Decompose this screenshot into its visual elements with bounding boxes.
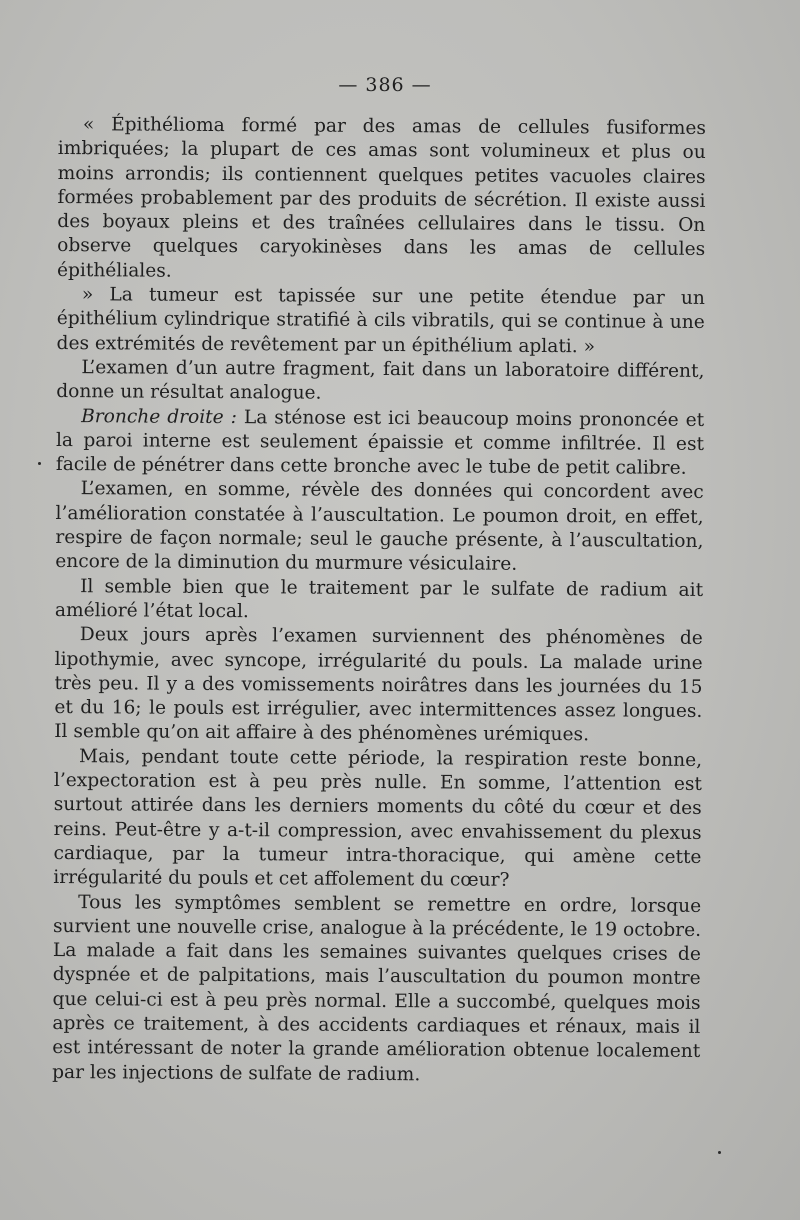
paragraph-second-fragment: L’examen d’un autre fragment, fait dans un laboratoire différent, donne un résultat analogue. <box>56 357 705 404</box>
paragraph-outcome: Tous les symptômes semblent se remettre en ordre, lorsque survient une nouvelle crise, analogue à la précédente, le 19 octobre. La malade a fait dans les semaines suivantes quelques crises de dyspnée et de palpitations, mais l’auscultation du poumon montre que celui-ci est à peu près normal. Elle a succombé, quelques mois après ce traitement, à des accidents cardiaques et rénaux, mais il est intéressant de noter la grande amélioration obtenue localement par les injections de sulfate de radium. <box>52 891 702 1085</box>
paper-speck <box>38 462 41 465</box>
paragraph-histology-quote: « Épithélioma formé par des amas de cellules fusiformes imbriquées; la plupart de ces amas sont volumineux et plus ou moins arrondis; ils contiennent quelques petites vacuoles claires formées probablement par des produits de sécrétion. Il existe aussi des boyaux pleins et des traînées cellulaires dans le tissu. On observe quelques caryokinèses dans les amas de cellules épithéliales. <box>56 114 706 282</box>
paragraph-examination-summary: L’examen, en somme, révèle des données qui concordent avec l’amélioration constatée à l’auscultation. Le poumon droit, en effet, respire de façon normale; seul le gauche présente, à l’auscultation, encore de la diminution du murmure vésiculaire. <box>55 478 704 576</box>
body-text <box>52 113 706 1089</box>
paragraph-uremic-phenomena: Deux jours après l’examen surviennent des phénomènes de lipothymie, avec syncope, irrégularité du pouls. La malade urine très peu. Il y a des vomissements noirâtres dans les journées du 15 et du 16; le pouls est irrégulier, avec intermittences assez longues. Il semble qu’on ait affaire à des phénomènes urémiques. <box>54 624 703 746</box>
paragraph-right-bronchus <box>56 405 704 482</box>
paragraph-radium-treatment: Il semble bien que le traitement par le sulfate de radium ait amélioré l’état local. <box>54 575 704 623</box>
paper-speck <box>718 1151 721 1154</box>
right-bronchus-lead: Bronche droite : <box>81 405 237 428</box>
paragraph-tumor-lining: » La tumeur est tapissée sur une petite étendue par un épithélium cylindrique stratifié à cils vibratils, qui se continue à une des extrémités de revêtement par un épithélium aplati. » <box>56 284 705 357</box>
paragraph-respiration: Mais, pendant toute cette période, la respiration reste bonne, l’expectoration est à peu près nulle. En somme, l’attention est surtout attirée dans les derniers moments du côté du cœur et des reins. Peut-être y a-t-il compression, avec envahissement du plexus cardiaque, par la tumeur intra-thoracique, qui amène cette irrégularité du pouls et cet affolement du cœur? <box>53 745 703 891</box>
right-bronchus-text: La sténose est ici beaucoup moins prononcée et la paroi interne est seulement épaissie et comme infiltrée. Il est facile de pénétrer dans cette bronche avec le tube de petit calibre. <box>55 406 705 480</box>
page-number: — 386 — <box>338 74 432 96</box>
